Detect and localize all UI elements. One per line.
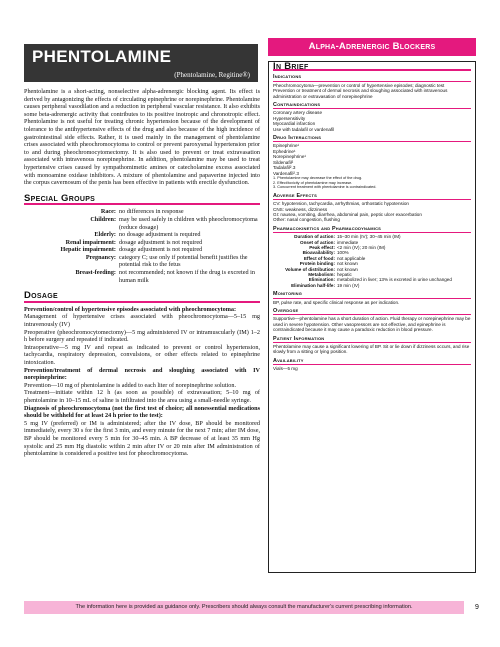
interaction-line: Tadalafil²˒3	[273, 165, 296, 171]
pk-value: metabolized in liver; 13% is excreted in urine unchanged	[337, 277, 452, 283]
dosage-paragraph: Preoperative (pheochromocytomectomy)—5 mg administered IV or intramuscularly (IM) 1–2 h before surgery and repeated if indicated.	[24, 328, 260, 344]
dosage-paragraph: Prevention—10 mg of phentolamine is added to each liter of norepinephrine solution.	[24, 381, 237, 389]
monitoring-text: BP, pulse rate, and specific clinical response as per indication.	[273, 299, 400, 305]
interaction-line: Epinephrine¹	[273, 143, 300, 149]
indication-line: Pheochromocytoma—prevention or control of hypertensive episodes; diagnostic test	[273, 82, 445, 88]
pk-key: Bioavailability:	[302, 250, 335, 256]
special-group-value: may be used safely in children with pheochromocytoma (reduce dosage)	[119, 215, 258, 231]
pk-value: <2 min (IV); 20 min (IM)	[337, 244, 386, 250]
interaction-line: Vardenafil²˒3	[273, 170, 299, 176]
adverse-effects-heading: Adverse Effects	[273, 194, 471, 200]
in-brief-title: In Brief	[273, 64, 471, 71]
pk-value: not known	[337, 266, 358, 272]
special-group-key: Elderly:	[94, 231, 116, 239]
interaction-note: 1. Phentolamine may decrease the effect of the drug.	[273, 175, 363, 180]
special-group-value: no differences in response	[119, 208, 184, 216]
dosage-section	[24, 306, 260, 458]
intro-paragraph: Phentolamine is a short-acting, nonselective alpha-adrenergic blocking agent. Its effect is derived by antagonizing the effects of circulating epinephrine or norepinephrine. Phentolamine causes peripheral vasodilation and a reduction in peripheral vascular resistance. It also exhibits some beta-adrenergic activity that contributes to its positive inotropic and chronotropic effect. Phentolamine is not useful for treating chronic hypertension because of the development of tolerance to the antihypertensive effects of the drug and also because of the high incidence of gastrointestinal side effects. Rather, it is used mainly in the management of phentolamine crises associated with pheochromocytoma to control or prevent paroxysmal hypertension prior to and during pheochromocytomectomy. It is also used to prevent or treat extravasation associated with intravenous norepinephrine. In addition, phentolamine may be used to treat hypertensive crises caused by sympathomimetic amines or catecholamine excess associated with monoamine oxidase inhibitors. A mixture of phentolamine and papaverine injected into the corpus cavernosum of the penis has been effective in patients with erectile dysfunction.	[24, 88, 260, 187]
contraindications-heading: Contraindications	[273, 103, 471, 109]
special-group-value: category C; use only if potential benefit justifies the potential risk to the fetus	[119, 253, 248, 269]
category-banner: Alpha-Adrenergic Blockers	[268, 38, 476, 56]
adverse-effect-line: CNS: weakness, dizziness	[273, 206, 328, 212]
pk-key: Effect of food:	[303, 255, 335, 261]
pk-key: Elimination half-life:	[291, 282, 335, 288]
availability-text: Vials—5 mg	[273, 366, 298, 372]
special-group-row	[24, 208, 260, 216]
overdose-text: Supportive—phentolamine has a short duration of action. Fluid therapy or norepinephrine may be used in severe hypotension. Other vasopressors are not effective, and epinephrine is contraindicated because it may cause a paradoxic reduction in blood pressure.	[273, 316, 471, 333]
interaction-note: 3. Concurrent treatment with phentolamine is contraindicated.	[273, 185, 377, 190]
drug-subtitle: (Phentolamine, Regitine®)	[174, 71, 250, 79]
indications-heading: Indications	[273, 75, 471, 81]
dosage-heading: Dosage	[24, 292, 260, 303]
patient-info-heading: Patient Information	[273, 337, 471, 343]
pk-row	[273, 283, 471, 288]
special-group-value: not recommended; not known if the drug is excreted in human milk	[119, 269, 255, 284]
special-group-value: dosage adjustment is not required	[119, 238, 203, 246]
pk-value: 100%	[337, 250, 349, 256]
pk-key: Volume of distribution:	[285, 266, 335, 272]
contraindication-line: Hypersensitivity	[273, 115, 306, 121]
special-group-value: no dosage adjustment is required	[119, 231, 201, 239]
pk-value: 15–30 min (IV); 30–45 min (IM)	[337, 234, 401, 240]
special-group-row	[24, 239, 260, 247]
adverse-effect-line: Other: nasal congestion, flushing	[273, 217, 340, 223]
pk-key: Onset of action:	[300, 239, 335, 245]
indication-line: Prevention or treatment of dermal necrosis and sloughing associated with intravenous administration or extravasation of norepinephrine	[273, 88, 448, 99]
pk-value: immediate	[337, 239, 359, 245]
pk-value: not applicable	[337, 255, 366, 261]
pk-value: not known	[337, 261, 358, 267]
contraindication-line: Use with tadalafil or vardenafil	[273, 126, 335, 132]
page-number: 9	[475, 604, 479, 611]
availability-heading: Availability	[273, 359, 471, 365]
footer-disclaimer: The information here is provided as guidance only. Prescribers should always consult the manufacturer's current prescribing information.	[24, 601, 464, 614]
pk-key: Metabolism:	[308, 271, 335, 277]
special-group-row	[24, 254, 260, 269]
special-group-key: Race:	[100, 208, 116, 216]
special-group-row	[24, 231, 260, 239]
dosage-paragraph: Treatment—initiate within 12 h (as soon as possible) of extravasation; 5–10 mg of phentolamine in 10–15 mL of saline is infiltrated into the area using a small-needle syringe.	[24, 389, 260, 404]
adverse-effect-line: GI: nausea, vomiting, diarrhea, abdominal pain, peptic ulcer exacerbation	[273, 211, 422, 217]
pk-value: hepatic	[337, 271, 352, 277]
contraindication-line: Coronary artery disease	[273, 110, 323, 116]
pk-key: Protein binding:	[299, 261, 335, 267]
dosage-indication: Prevention/treatment of dermal necrosis and sloughing associated with IV norepinephrine:	[24, 366, 260, 382]
dosage-paragraph: Management of hypertensive crises associated with pheochromocytoma—5–15 mg intravenously (IV)	[24, 313, 260, 329]
interaction-note: 2. Effect/toxicity of phentolamine may increase.	[273, 180, 353, 185]
special-group-key: Children:	[90, 215, 116, 223]
patient-info-text: Phentolamine may cause a significant lowering of BP. Sit or lie down if dizziness occurs, and rise slowly from a sitting or lying position.	[273, 344, 470, 355]
special-group-key: Pregnancy:	[85, 253, 116, 261]
pk-key: Duration of action:	[294, 234, 335, 240]
special-group-row	[24, 216, 260, 231]
dosage-paragraph: 5 mg IV (preferred) or IM is administered; after the IV dose, BP should be monitored immediately, every 30 s for the first 3 min, and every minute for the next 7 min; after IM dose, BP should be monitored every 5 min for 30–45 min. A BP decrease of at least 35 mm Hg systolic and 25 mm Hg diastolic within 2 min after IV or 20 min after IM administration of phentolamine is considered a positive test for pheochromocytoma.	[24, 419, 260, 458]
special-groups-heading: Special Groups	[24, 195, 260, 206]
special-groups-list	[24, 208, 260, 284]
left-column	[24, 88, 260, 458]
in-brief-box	[268, 61, 476, 573]
drug-header	[24, 44, 258, 82]
special-group-value: dosage adjustment is not required	[119, 246, 203, 254]
special-group-row	[24, 246, 260, 254]
pk-key: Elimination:	[308, 277, 335, 283]
contraindication-line: Myocardial infarction	[273, 121, 316, 127]
pk-key: Peak effect:	[309, 244, 335, 250]
special-group-key: Hepatic impairment:	[60, 246, 116, 254]
pk-value: 19 min (IV)	[337, 282, 360, 288]
special-group-row	[24, 269, 260, 284]
interaction-line: Norepinephrine¹	[273, 154, 306, 160]
special-group-key: Breast-feeding:	[75, 269, 116, 277]
special-group-key: Renal impairment:	[65, 238, 116, 246]
overdose-heading: Overdose	[273, 309, 471, 315]
adverse-effect-line: CV: hypotension, tachycardia, arrhythmias, orthostatic hypotension	[273, 201, 409, 207]
drug-interactions-heading: Drug Interactions	[273, 136, 471, 142]
interaction-line: Sildenafil²	[273, 159, 294, 165]
pk-heading: Pharmacokinetics and Pharmacodynamics	[273, 227, 471, 233]
interaction-line: Ephedrine¹	[273, 148, 296, 154]
drug-title: PHENTOLAMINE	[32, 47, 172, 66]
monitoring-heading: Monitoring	[273, 292, 471, 298]
dosage-indication: Diagnosis of pheochromocytoma (not the first test of choice; all nonessential medications should be withheld for at least 24 h prior to the test):	[24, 404, 260, 420]
dosage-indication: Prevention/control of hypertensive episodes associated with pheochromocytoma:	[24, 305, 237, 313]
dosage-paragraph: Intraoperative—5 mg IV and repeat as indicated to prevent or control hypertension, tachycardia, respiratory depression, convulsions, or other effects related to epinephrine intoxication.	[24, 343, 260, 366]
